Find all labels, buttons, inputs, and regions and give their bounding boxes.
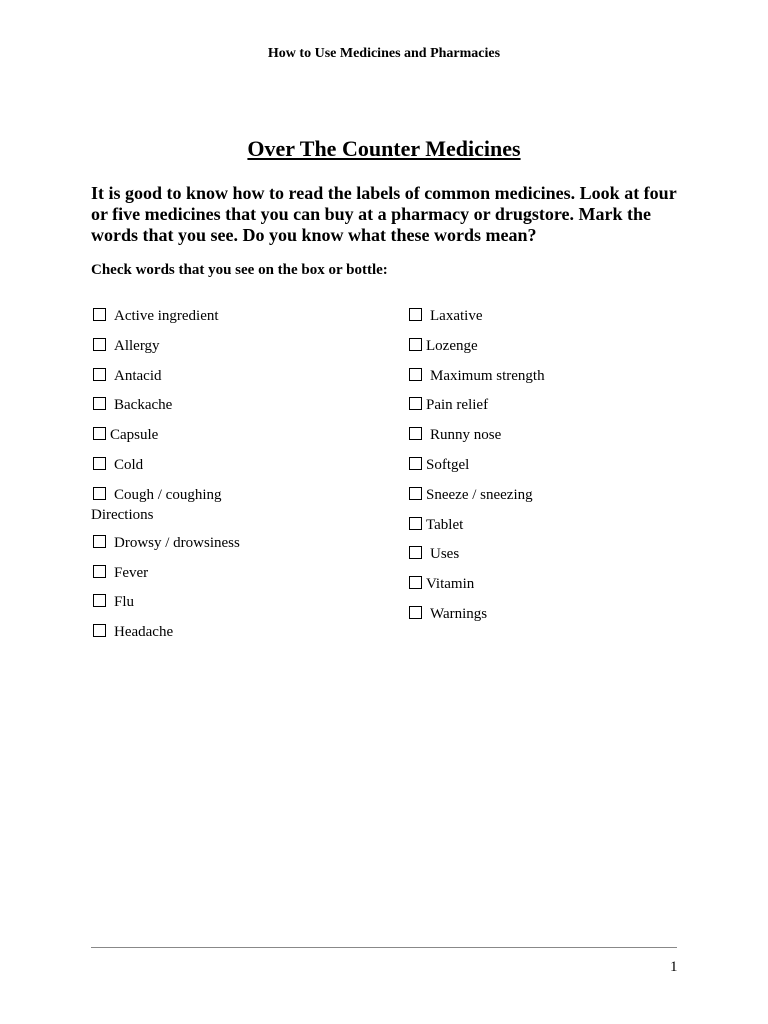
checklist-item[interactable] — [91, 306, 240, 336]
footer-divider — [91, 947, 677, 948]
checklist-item-label: Active ingredient — [114, 308, 219, 324]
checklist-item[interactable] — [91, 366, 240, 396]
checkbox[interactable] — [93, 338, 106, 351]
checklist-item[interactable] — [407, 485, 545, 515]
checkbox[interactable] — [93, 535, 106, 548]
checkbox[interactable] — [409, 487, 422, 500]
intro-paragraph: It is good to know how to read the labels of common medicines. Look at four or five medicines that you can buy at a pharmacy or drugstore. Mark the words that you see. Do you know what these words mean? — [91, 183, 677, 245]
checkbox[interactable] — [409, 397, 422, 410]
checklist-item-label: Headache — [114, 624, 174, 641]
checklist-item-label: Lozenge — [426, 337, 478, 354]
checkbox[interactable] — [409, 308, 422, 321]
checklist-item-label: Antacid — [114, 367, 162, 384]
checklist-item-label: Fever — [114, 564, 149, 581]
checklist-item-label: Capsule — [110, 427, 159, 444]
checklist-item-label: Warnings — [430, 605, 488, 622]
checkbox[interactable] — [93, 487, 106, 500]
checkbox[interactable] — [409, 427, 422, 440]
checklist-item-label: Drowsy / drowsiness — [114, 534, 240, 551]
checklist-item-label: Flu — [114, 594, 135, 611]
checkbox[interactable] — [93, 368, 106, 381]
checklist-item-label: Maximum strength — [430, 367, 545, 384]
checkbox[interactable] — [93, 427, 106, 440]
checklist-item[interactable] — [407, 544, 545, 574]
checklist-instruction: Check words that you see on the box or bottle: — [91, 262, 388, 278]
checklist-left-column — [91, 306, 240, 652]
page-header: How to Use Medicines and Pharmacies — [267, 46, 501, 61]
checklist-item[interactable] — [407, 515, 545, 545]
checkbox[interactable] — [93, 624, 106, 637]
checklist-item-extra-label: Directions — [91, 506, 154, 523]
checklist-item-label: Softgel — [426, 456, 470, 473]
checklist-item[interactable] — [407, 425, 545, 455]
checklist-item-label: Laxative — [430, 308, 483, 324]
checklist-item[interactable] — [91, 563, 240, 593]
checklist-item-label: Pain relief — [426, 397, 489, 414]
checklist-item[interactable] — [91, 485, 240, 533]
checklist-item[interactable] — [407, 574, 545, 604]
checklist-item-label: Tablet — [426, 516, 464, 533]
checkbox[interactable] — [93, 397, 106, 410]
checklist-right-column — [407, 306, 545, 634]
checklist-item-label: Vitamin — [426, 576, 475, 593]
checklist-item[interactable] — [91, 336, 240, 366]
checkbox[interactable] — [93, 308, 106, 321]
page-number: 1 — [670, 959, 678, 975]
checklist-item[interactable] — [407, 306, 545, 336]
checklist-item-label: Uses — [430, 546, 460, 563]
checklist-item[interactable] — [91, 592, 240, 622]
checklist-item-label: Cold — [114, 456, 144, 473]
checkbox[interactable] — [409, 576, 422, 589]
checkbox[interactable] — [409, 546, 422, 559]
checkbox[interactable] — [409, 368, 422, 381]
checklist-item[interactable] — [91, 622, 240, 652]
checkbox[interactable] — [93, 594, 106, 607]
checklist-item-label: Backache — [114, 397, 173, 414]
checklist-item[interactable] — [407, 604, 545, 634]
checklist-item[interactable] — [91, 395, 240, 425]
checkbox[interactable] — [93, 565, 106, 578]
page-title: Over The Counter Medicines — [247, 136, 521, 161]
checklist-item[interactable] — [407, 395, 545, 425]
checklist-item[interactable] — [407, 455, 545, 485]
checklist-item[interactable] — [91, 533, 240, 563]
checkbox[interactable] — [93, 457, 106, 470]
checklist-item-label: Sneeze / sneezing — [426, 486, 533, 503]
checklist-item[interactable] — [407, 336, 545, 366]
checklist-item-label: Cough / coughing — [114, 486, 222, 503]
checklist-item-label: Runny nose — [430, 427, 502, 444]
checkbox[interactable] — [409, 457, 422, 470]
checklist-item[interactable] — [91, 455, 240, 485]
checklist-item-label: Allergy — [114, 337, 160, 354]
checkbox[interactable] — [409, 606, 422, 619]
checklist-item[interactable] — [407, 366, 545, 396]
checkbox[interactable] — [409, 517, 422, 530]
checklist-item[interactable] — [91, 425, 240, 455]
checkbox[interactable] — [409, 338, 422, 351]
